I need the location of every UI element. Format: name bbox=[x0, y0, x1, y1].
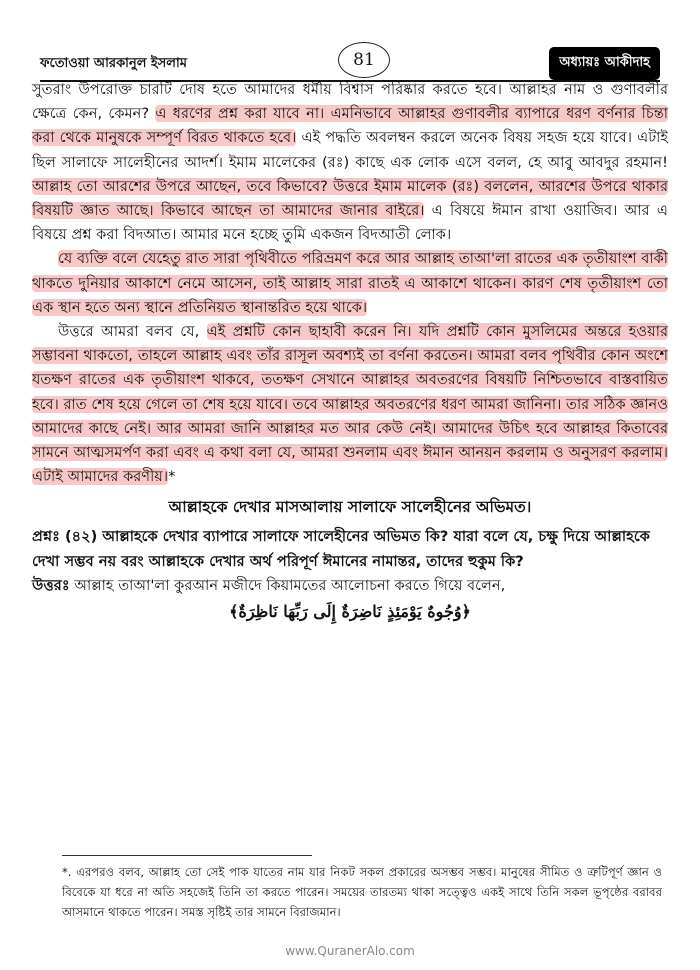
chapter-badge: অধ্যায়ঃ আকীদাহ bbox=[549, 47, 660, 80]
highlighted-segment: এ ধরণের প্রশ্ন করা যাবে না। এমনিভাবে আল্লাহর গুণাবলীর ব্যাপারে ধরণ বর্ণনার চিন্তা করা থেকে মানুষকে সম্পূর্ণ বিরত থাকতে হবে। bbox=[32, 105, 668, 147]
section-heading: আল্লাহকে দেখার মাসআলায় সালাফে সালেহীনের অভিমত। bbox=[168, 498, 532, 517]
answer-label: উত্তরঃ bbox=[32, 576, 70, 594]
question-text: আল্লাহকে দেখার ব্যাপারে সালাফে সালেহীনের অভিমত কি? যারা বলে যে, চক্ষু দিয়ে আল্লাহকে দেখা সম্ভব নয় বরং আল্লাহকে দেখার অর্থ পরিপূর্ণ ঈমানের নামান্তর, তাদের হুকুম কি? bbox=[32, 528, 650, 570]
page-body bbox=[32, 78, 668, 621]
book-title: ফতোওয়া আরকানুল ইসলাম bbox=[40, 56, 187, 71]
paragraph-2 bbox=[32, 247, 668, 320]
answer-text: আল্লাহ তাআ'লা কুরআন মজীদে কিয়ামতের আলোচনা করতে গিয়ে বলেন, bbox=[69, 576, 506, 594]
website-link[interactable]: www.QuranerAlo.com bbox=[285, 944, 415, 958]
footnote-marker[interactable]: * bbox=[168, 468, 176, 486]
text-segment: উত্তরে আমরা বলব যে, bbox=[58, 323, 207, 341]
question bbox=[32, 525, 668, 573]
highlighted-segment: যে ব্যক্তি বলে যেহেতু রাত সারা পৃথিবীতে পরিভ্রমণ করে আর আল্লাহ তাআ'লা রাতের এক তৃতীয়াংশ বাকী থাকতে দুনিয়ার আকাশে নেমে আসেন, তাই আল্লাহ সারা রাতই এ আকাশে থাকেন। কারণ শেষ তৃতীয়াংশ তো এক স্থান হতে অন্য স্থানে প্রতিনিয়ত স্থানান্তরিত হয়ে থাকে। bbox=[32, 250, 668, 316]
page-number: 81 bbox=[338, 42, 390, 78]
footnote-divider bbox=[62, 855, 312, 856]
question-label: প্রশ্নঃ (৪২) bbox=[32, 528, 98, 546]
text-segment: সুতরাং উপরোক্ত চারটি দোষ হতে আমাদের ধর্মীয় বিশ্বাস পরিষ্কার করতে হবে। আল্লাহর নাম ও গুণাবলীর ক্ষেত্রে কেন, কেমন? bbox=[32, 81, 668, 123]
highlighted-segment: এই প্রশ্নটি কোন ছাহাবী করেন নি। যদি প্রশ্নটি কোন মুসলিমের অন্তরে হওয়ার সম্ভাবনা থাকতো, তাহলে আল্লাহ এবং তাঁর রাসূল অবশ্যই তা বর্ণনা করতেন। আমরা বলব পৃথিবীর কোন অংশে যতক্ষণ রাতের এক তৃতীয়াংশ থাকবে, ততক্ষণ সেখানে আল্লাহর অবতরণের বিষয়টি নিশ্চিতভাবে বাস্তবায়িত হবে। রাত শেষ হয়ে গেলে তা শেষ হয়ে যাবে। তবে আল্লাহর অবতরণের ধরণ আমরা জানিনা। তার সঠিক জ্ঞানও আমাদের কাছে নেই। আর আমরা জানি আল্লাহর মত আর কেউ নেই। আমাদের উচিৎ হবে আল্লাহর কিতাবের সামনে আত্মসমর্পণ করা এবং এ কথা বলা যে, আমরা শুনলাম এবং ঈমান আনয়ন করলাম ও অনুসরণ করলাম। এটাই আমাদের করণীয়। bbox=[32, 323, 668, 486]
answer bbox=[32, 574, 668, 598]
text-segment: এই পদ্ধতি অবলম্বন করলে অনেক বিষয় সহজ হয়ে যাবে। এটাই ছিল সালাফে সালেহীনের আদর্শ। ইমাম মালেকের (রঃ) কাছে এক লোক এসে বলল, হে আবু আবদুর রহমান! bbox=[32, 129, 668, 171]
footnote: *. এরপরও বলব, আল্লাহ তো সেই পাক যাতের নাম যার নিকট সকল প্রকারের অসম্ভব সম্ভব। মানুষের সীমিত ও ত্রুটিপূর্ণ জ্ঞান ও বিবেকে যা ধরে না অতি সহজেই তিনি তা করতে পারেন। সময়ের তারতম্য থাকা সত্ত্বেও একই সাথে তিনি সকল ভূপৃষ্ঠের বরাবর আসমানে থাকতে পারেন। সমস্ত সৃষ্টিই তার সামনে বিরাজমান। bbox=[62, 865, 663, 919]
highlighted-segment: আল্লাহ তো আরশের উপরে আছেন, তবে কিভাবে? উত্তরে ইমাম মালেক (রঃ) বললেন, আরশের উপরে থাকার বিষয়টি জ্ঞাত আছে। কিভাবে আছেন তা আমাদের জানার বাইরে। bbox=[32, 177, 668, 220]
arabic-verse: ﴿وُجُوهٌ يَوْمَئِذٍ نَاضِرَةٌ إِلَى رَبِّهَا نَاظِرَةٌ﴾ bbox=[229, 602, 471, 622]
text-segment: এ বিষয়ে ঈমান রাখা ওয়াজিব। আর এ বিষয়ে প্রশ্ন করা বিদআত। আমার মনে হচ্ছে তুমি একজন বিদআতী লোক। bbox=[32, 202, 668, 244]
paragraph-3 bbox=[32, 320, 668, 489]
paragraph-1 bbox=[32, 78, 668, 247]
